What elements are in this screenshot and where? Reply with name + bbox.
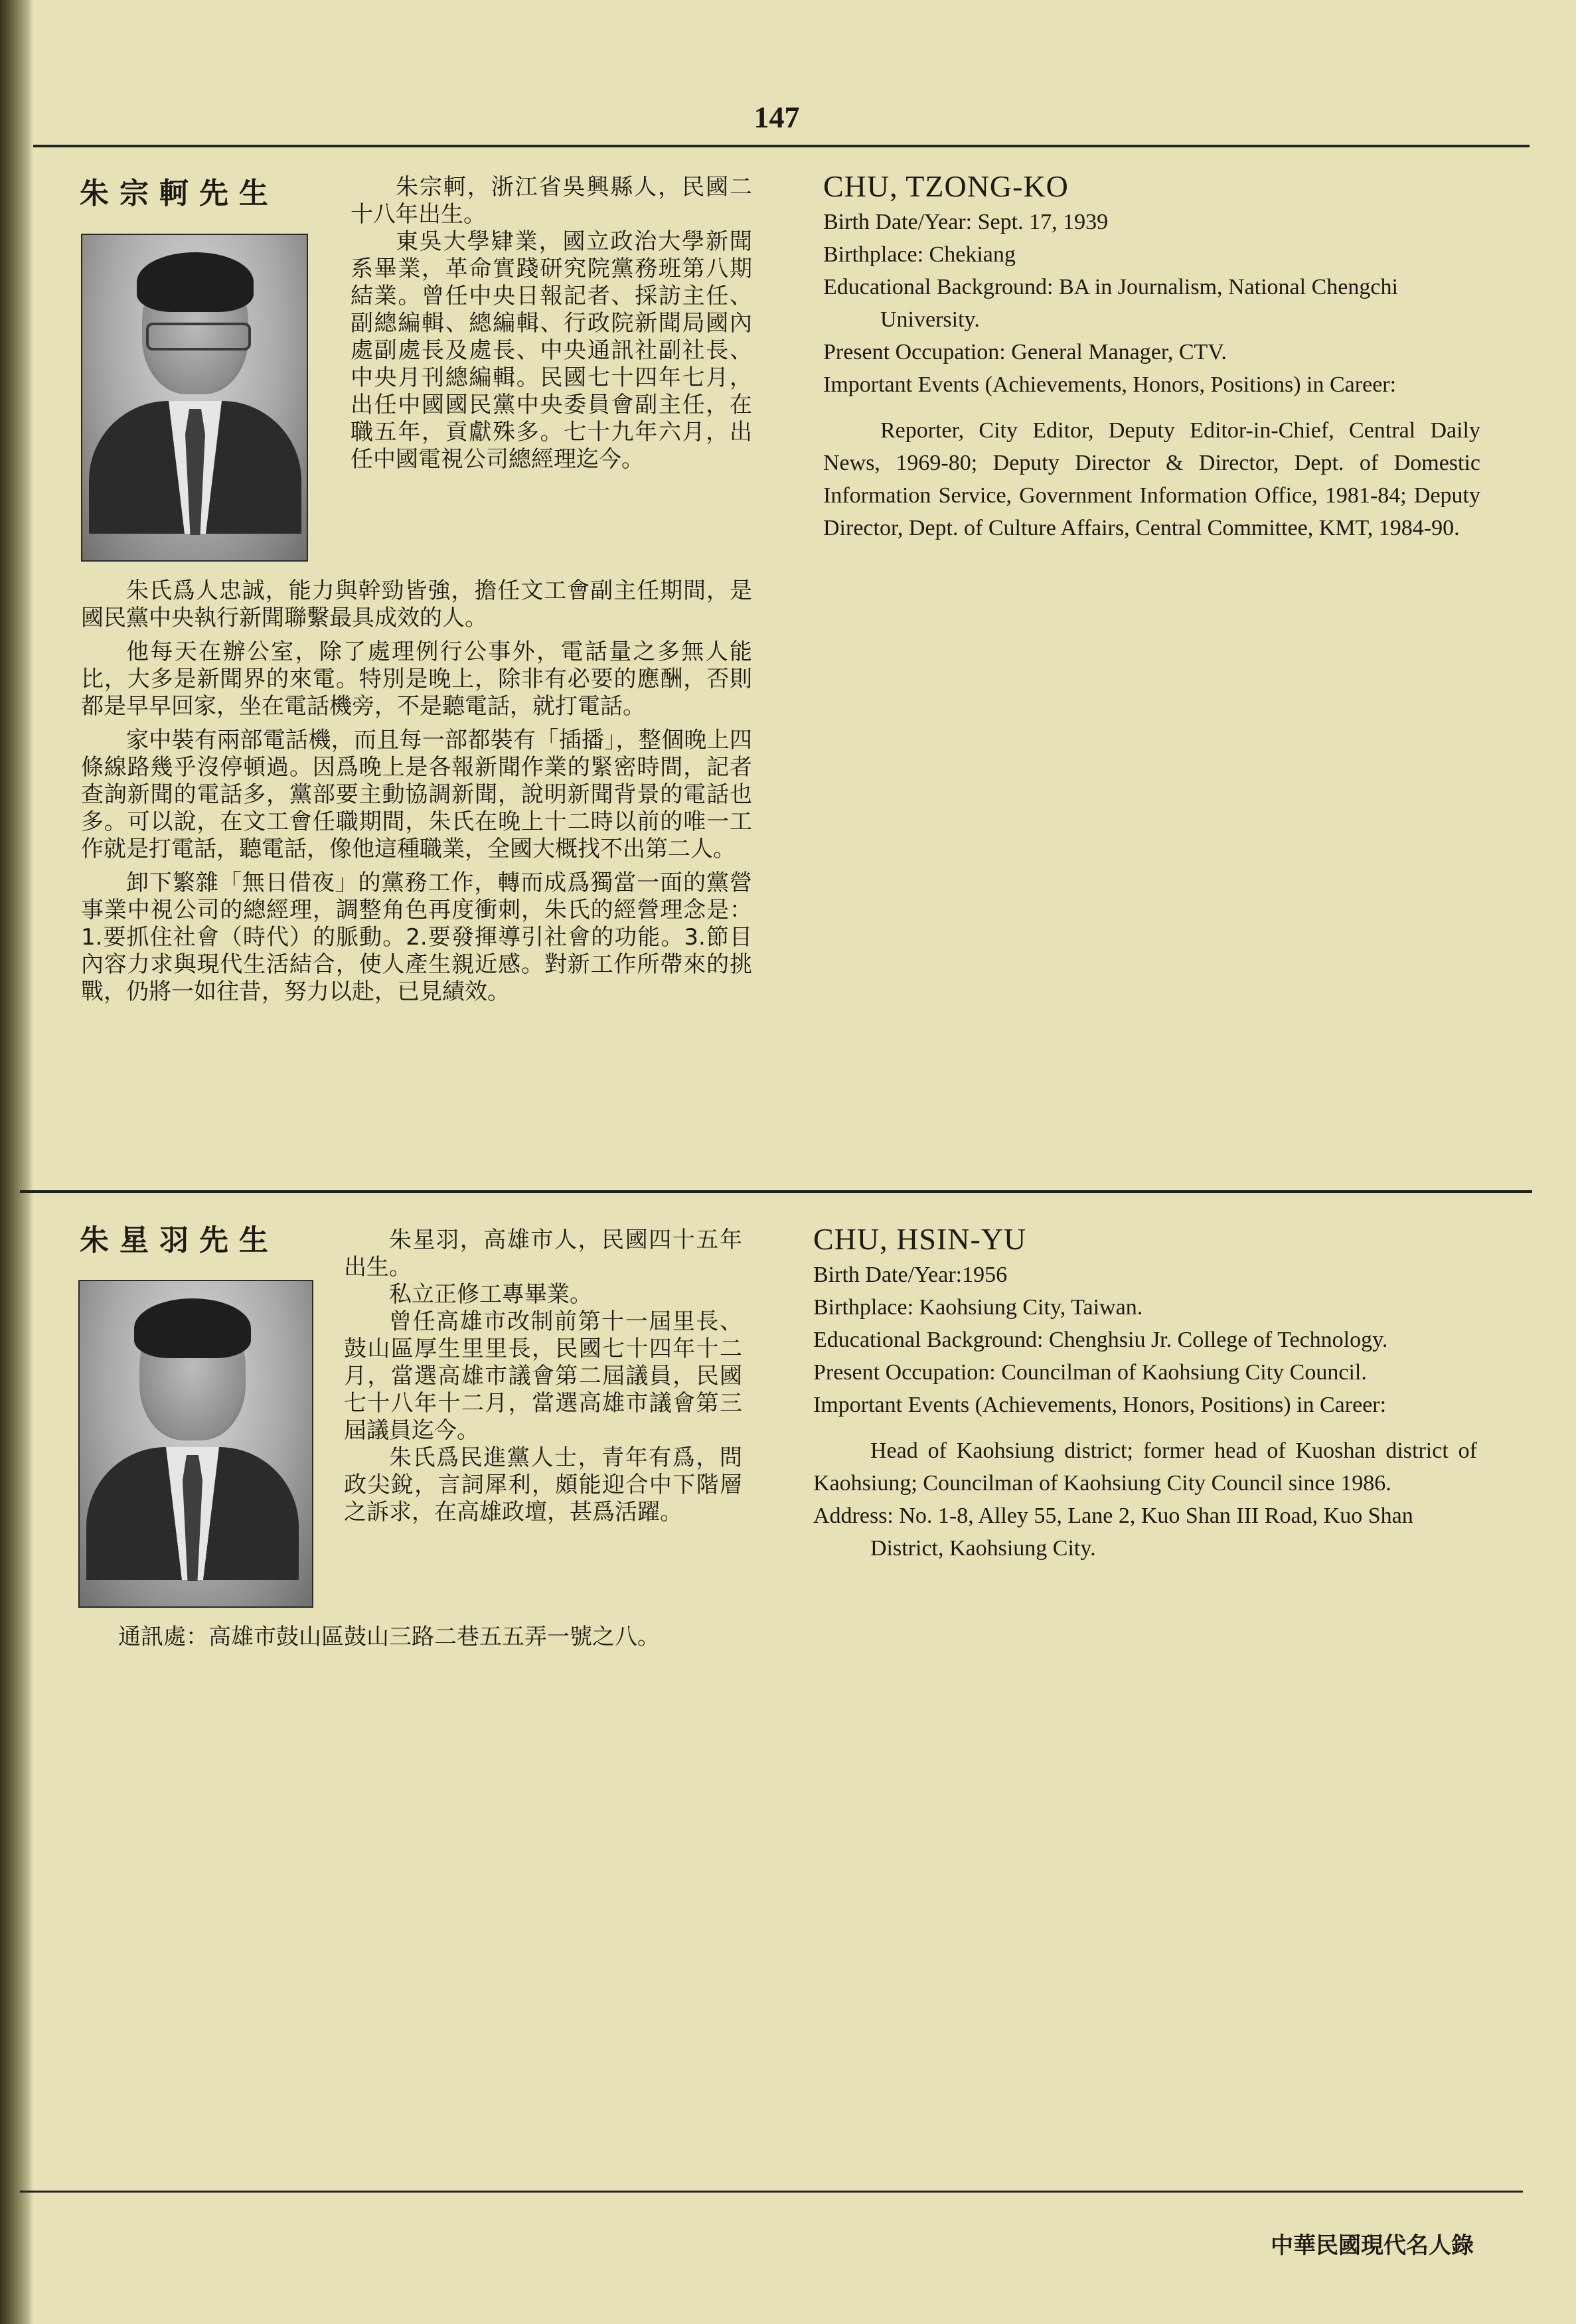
birthplace: Birthplace: Kaohsiung City, Taiwan.	[813, 1295, 1143, 1320]
bio-paragraph: 朱星羽，高雄市人，民國四十五年出生。	[344, 1227, 742, 1280]
english-bio	[813, 1220, 1477, 1565]
education: Educational Background: BA in Journalism, National Chengchi University.	[823, 275, 1398, 332]
events-label: Important Events (Achievements, Honors, Positions) in Career:	[823, 372, 1397, 397]
occupation: Present Occupation: General Manager, CTV.	[823, 340, 1227, 364]
english-name-heading: CHU, TZONG-KO	[823, 169, 1069, 203]
bio-paragraph: 他每天在辦公室，除了處理例行公事外，電話量之多無人能比，大多是新聞界的來電。特別是晚上，除非有必要的應酬，否則都是早早回家，坐在電話機旁，不是聽電話，就打電話。	[81, 639, 752, 720]
birth-date: Birth Date/Year: Sept. 17, 1939	[823, 210, 1109, 234]
footer-rule	[20, 2191, 1523, 2193]
events-label: Important Events (Achievements, Honors, Positions) in Career:	[813, 1393, 1387, 1417]
bio-paragraph: 曾任高雄市改制前第十一屆里長、鼓山區厚生里里長，民國七十四年十二月，當選高雄市議會第二屆議員，民國七十八年十二月，當選高雄市議會第三屆議員迄今。	[344, 1308, 742, 1444]
portrait-photo	[81, 234, 308, 562]
bio-paragraph: 朱氏爲人忠誠，能力與幹勁皆強，擔任文工會副主任期間，是國民黨中央執行新聞聯繫最具成效的人。	[81, 578, 752, 631]
bio-paragraph: 卸下繁雜「無日借夜」的黨務工作，轉而成爲獨當一面的黨營事業中視公司的總經理，調整角色再度衝刺，朱氏的經營理念是：1.要抓住社會（時代）的脈動。2.要發揮導引社會的功能。3.節目內容力求與現代生活結合，使人產生親近感。對新工作所帶來的挑戰，仍將一如往昔，努力以赴，已見績效。	[81, 870, 752, 1005]
chinese-bio-bottom	[81, 578, 752, 1006]
chinese-name-heading: 朱星羽先生	[80, 1223, 279, 1257]
bio-paragraph: 朱宗軻，浙江省吳興縣人，民國二十八年出生。	[351, 174, 752, 228]
page-number: 147	[753, 100, 800, 134]
chinese-name-heading: 朱宗軻先生	[80, 177, 279, 210]
education: Educational Background: Chenghsiu Jr. College of Technology.	[813, 1328, 1388, 1352]
events-text: Reporter, City Editor, Deputy Editor-in-Chief, Central Daily News, 1969-80; Deputy Director & Director, Dept. of Domestic Information Service, Government Information Office, 1981-84; Deputy Director, Dept. of Culture Affairs, Central Committee, KMT, 1984-90.	[823, 418, 1480, 540]
bio-paragraph: 東吳大學肄業，國立政治大學新聞系畢業，革命實踐研究院黨務班第八期結業。曾任中央日報記者、採訪主任、副總編輯、總編輯、行政院新聞局國內處副處長及處長、中央通訊社副社長、中央月刊總編輯。民國七十四年七月，出任中國國民黨中央委員會副主任，在職五年，貢獻殊多。七十九年六月，出任中國電視公司總經理迄今。	[351, 228, 752, 473]
bio-paragraph: 家中裝有兩部電話機，而且每一部都裝有「插播」，整個晚上四條線路幾乎沒停頓過。因爲晚上是各報新聞作業的緊密時間，記者查詢新聞的電話多，黨部要主動協調新聞，說明新聞背景的電話也多。可以說，在文工會任職期間，朱氏在晚上十二時以前的唯一工作就是打電話，聽電話，像他這種職業，全國大概找不出第二人。	[81, 727, 752, 862]
chinese-address: 通訊處：高雄市鼓山區鼓山三路二巷五五弄一號之八。	[118, 1624, 660, 1650]
english-name-heading: CHU, HSIN-YU	[813, 1222, 1027, 1256]
entry-chu-hsin-yu	[0, 1195, 1576, 2177]
bio-paragraph: 朱氏爲民進黨人士，青年有爲，問政尖銳，言詞犀利，頗能迎合中下階層之訴求，在高雄政壇，甚爲活躍。	[344, 1444, 742, 1525]
english-bio	[823, 167, 1480, 544]
birthplace: Birthplace: Chekiang	[823, 242, 1016, 267]
occupation: Present Occupation: Councilman of Kaohsiung City Council.	[813, 1360, 1367, 1385]
portrait-photo	[78, 1280, 313, 1608]
chinese-bio-top	[351, 174, 752, 473]
chinese-bio	[344, 1227, 742, 1526]
entry-divider	[20, 1190, 1532, 1193]
book-title-footer: 中華民國現代名人錄	[1271, 2232, 1474, 2259]
birth-date: Birth Date/Year:1956	[813, 1263, 1008, 1287]
bio-paragraph: 私立正修工專畢業。	[389, 1281, 592, 1308]
address: Address: No. 1-8, Alley 55, Lane 2, Kuo Shan III Road, Kuo Shan District, Kaohsiung City.	[813, 1504, 1413, 1561]
events-text: Head of Kaohsiung district; former head of Kuoshan district of Kaohsiung; Councilman of Kaohsiung City Council since 1986.	[813, 1438, 1477, 1496]
